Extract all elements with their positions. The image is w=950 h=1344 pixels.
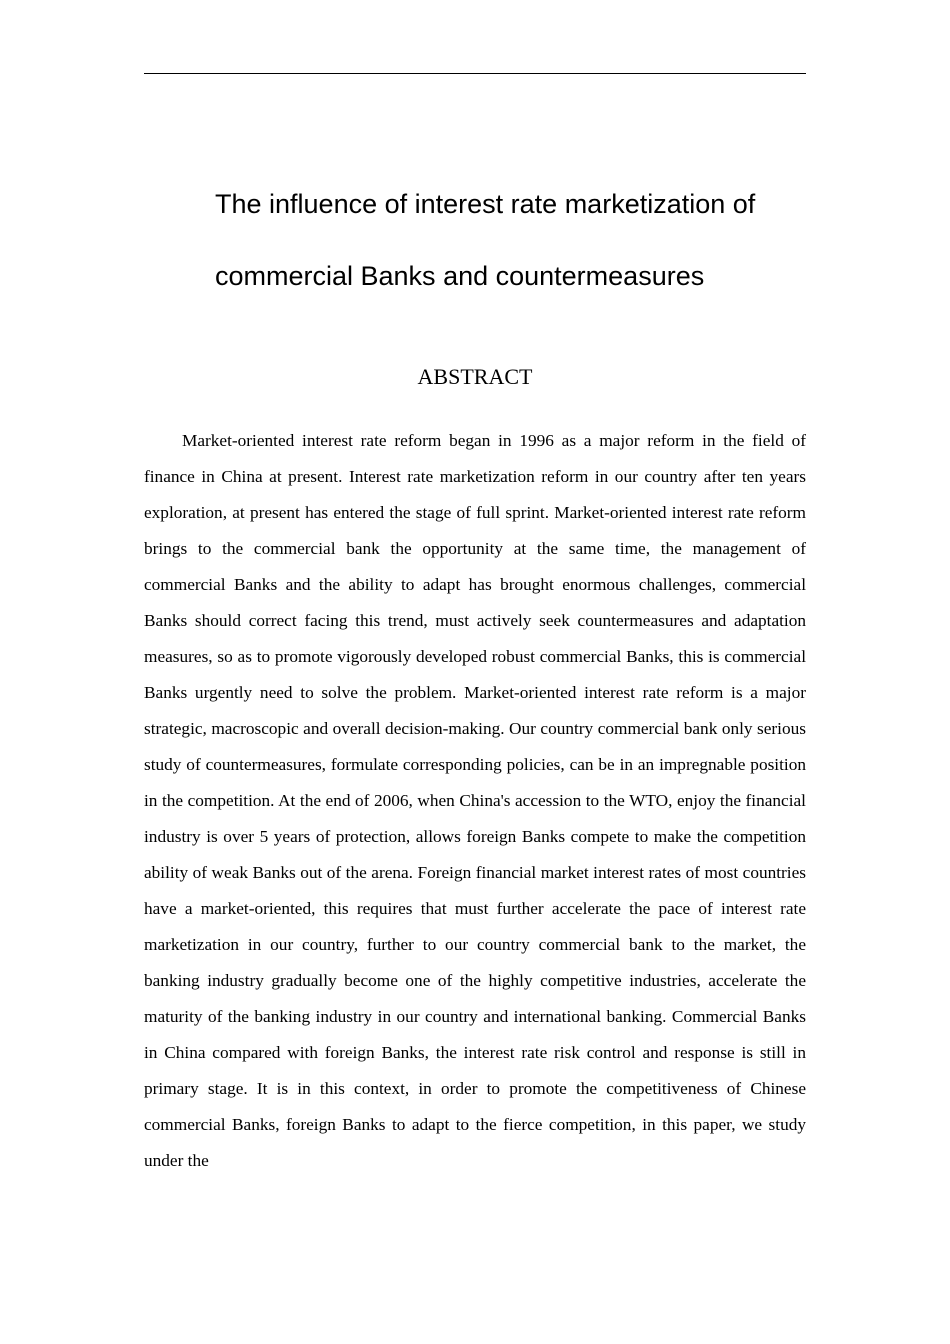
document-title [215, 168, 835, 312]
header-rule [144, 73, 806, 74]
title-line-2: commercial Banks and countermeasures [215, 261, 705, 291]
abstract-paragraph: Market-oriented interest rate reform began in 1996 as a major reform in the field of finance in China at present. Interest rate marketization reform in our country after ten years exploration, at present has entered the stage of full sprint. Market-oriented interest rate reform brings to the commercial bank the opportunity at the same time, the management of commercial Banks and the ability to adapt has brought enormous challenges, commercial Banks should correct facing this trend, must actively seek countermeasures and adaptation measures, so as to promote vigorously developed robust commercial Banks, this is commercial Banks urgently need to solve the problem. Market-oriented interest rate reform is a major strategic, macroscopic and overall decision-making. Our country commercial bank only serious study of countermeasures, formulate corresponding policies, can be in an impregnable position in the competition. At the end of 2006, when China's accession to the WTO, enjoy the financial industry is over 5 years of protection, allows foreign Banks compete to make the competition ability of weak Banks out of the arena. Foreign financial market interest rates of most countries have a market-oriented, this requires that must further accelerate the pace of interest rate marketization in our country, further to our country commercial bank to the market, the banking industry gradually become one of the highly competitive industries, accelerate the maturity of the banking industry in our country and international banking. Commercial Banks in China compared with foreign Banks, the interest rate risk control and response is still in primary stage. It is in this context, in order to promote the competitiveness of Chinese commercial Banks, foreign Banks to adapt to the fierce competition, in this paper, we study under the [144, 431, 806, 1170]
abstract-heading: ABSTRACT [417, 364, 533, 389]
title-line-1: The influence of interest rate marketization of [215, 189, 756, 219]
